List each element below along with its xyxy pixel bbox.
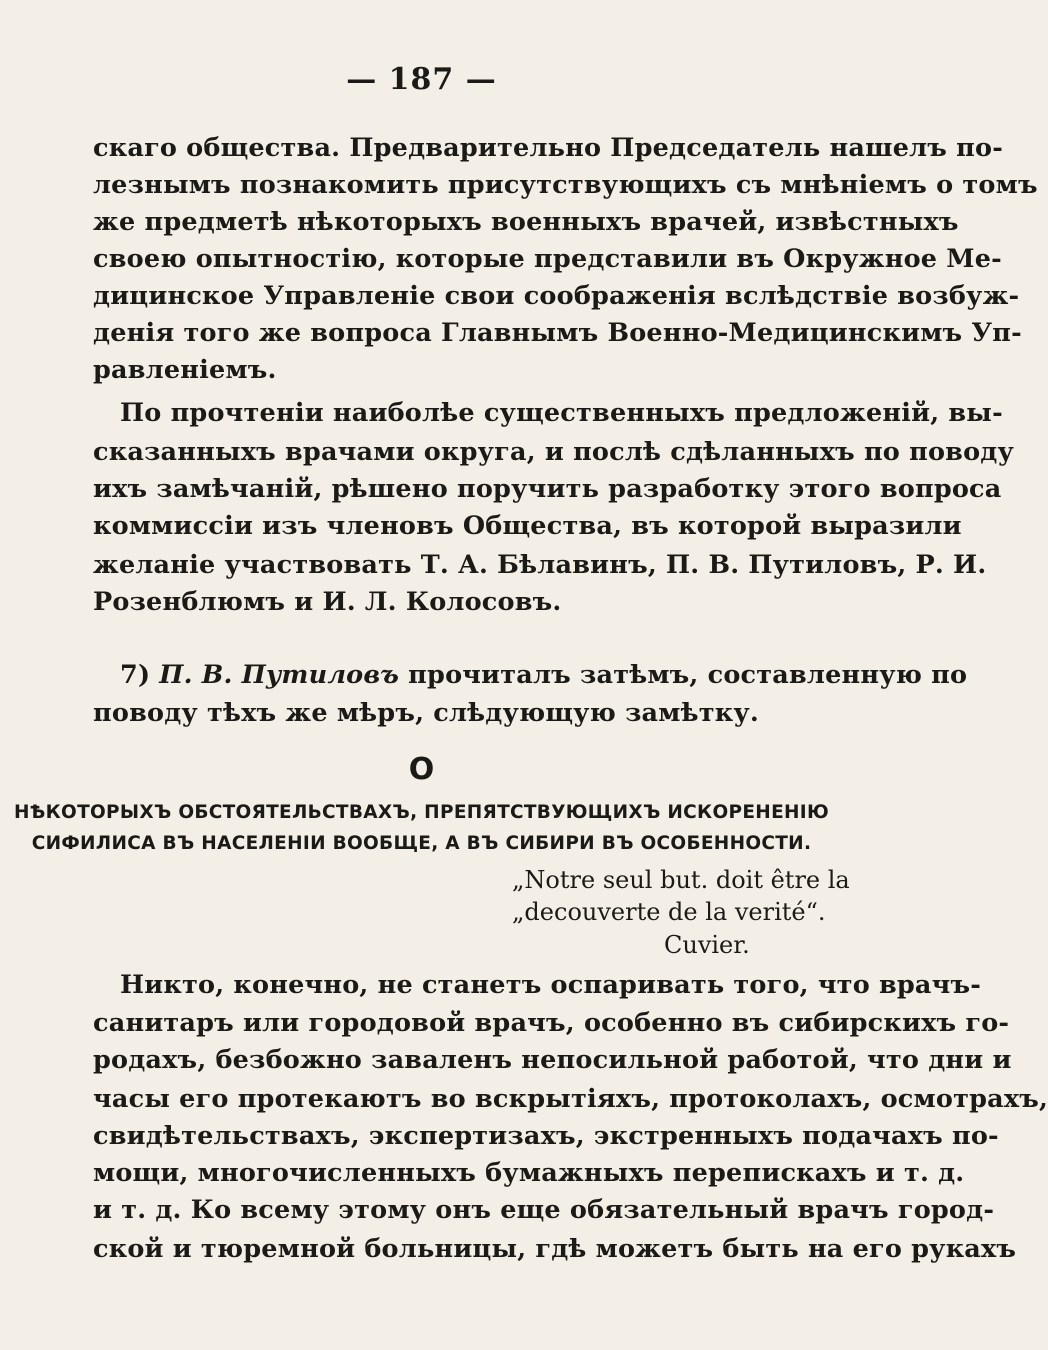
epigraph-line: „Notre seul but. doit être la: [512, 866, 850, 894]
text-line: санитаръ или городовой врачъ, особенно въ сибирскихъ го-: [93, 1008, 1010, 1038]
text-line: сказанныхъ врачами округа, и послѣ сдѣланныхъ по поводу: [93, 437, 1015, 467]
text-line: лезнымъ познакомить присутствующихъ съ мнѣніемъ о томъ: [93, 170, 1038, 200]
text-line: Никто, конечно, не станетъ оспаривать того, что врачъ-: [120, 970, 982, 1000]
text-line: мощи, многочисленныхъ бумажныхъ перепискахъ и т. д.: [93, 1158, 965, 1188]
epigraph-line: „decouverte de la verité“.: [512, 898, 826, 926]
text-line: ихъ замѣчаній, рѣшено поручить разработку этого вопроса: [93, 474, 1002, 504]
text-line: поводу тѣхъ же мѣръ, слѣдующую замѣтку.: [93, 698, 759, 728]
line-text: прочиталъ затѣмъ, составленную по: [408, 660, 968, 690]
text-line: своею опытностію, которые представили въ Окружное Ме-: [93, 244, 1002, 274]
text-line: дицинское Управленіе свои соображенія вслѣдствіе возбуж-: [93, 281, 1020, 311]
text-line: скаго общества. Предварительно Председатель нашелъ по-: [93, 133, 1003, 163]
text-line: [120, 660, 968, 690]
page-number: — 187 —: [346, 62, 497, 97]
text-line: равленіемъ.: [93, 355, 277, 385]
article-heading-o: О: [408, 752, 435, 787]
text-line: ской и тюремной больницы, гдѣ можетъ быть на его рукахъ: [93, 1234, 1017, 1264]
epigraph-author: Cuvier.: [664, 931, 750, 959]
article-heading: СИФИЛИСА ВЪ НАСЕЛЕНІИ ВООБЩЕ, А ВЪ СИБИРИ ВЪ ОСОБЕННОСТИ.: [31, 833, 812, 854]
text-line: По прочтеніи наиболѣе существенныхъ предложеній, вы-: [120, 398, 1003, 428]
article-heading: НѢКОТОРЫХЪ ОБСТОЯТЕЛЬСТВАХЪ, ПРЕПЯТСТВУЮЩИХЪ ИСКОРЕНЕНІЮ: [14, 802, 829, 823]
text-line: коммиссіи изъ членовъ Общества, въ которой выразили: [93, 511, 962, 541]
text-line: денія того же вопроса Главнымъ Военно-Медицинскимъ Уп-: [93, 318, 1022, 348]
text-line: свидѣтельствахъ, экспертизахъ, экстренныхъ подачахъ по-: [93, 1121, 999, 1151]
text-line: родахъ, безбожно заваленъ непосильной работой, что дни и: [93, 1045, 1012, 1075]
item-number: 7): [120, 660, 151, 690]
text-line: желаніе участвовать Т. А. Бѣлавинъ, П. В. Путиловъ, Р. И.: [93, 550, 987, 580]
text-line: же предметѣ нѣкоторыхъ военныхъ врачей, извѣстныхъ: [93, 207, 959, 237]
author-name: П. В. Путиловъ: [159, 660, 400, 690]
text-line: и т. д. Ко всему этому онъ еще обязательный врачъ город-: [93, 1195, 995, 1225]
text-line: Розенблюмъ и И. Л. Колосовъ.: [93, 587, 562, 617]
text-line: часы его протекаютъ во вскрытіяхъ, протоколахъ, осмотрахъ,: [93, 1084, 1048, 1114]
